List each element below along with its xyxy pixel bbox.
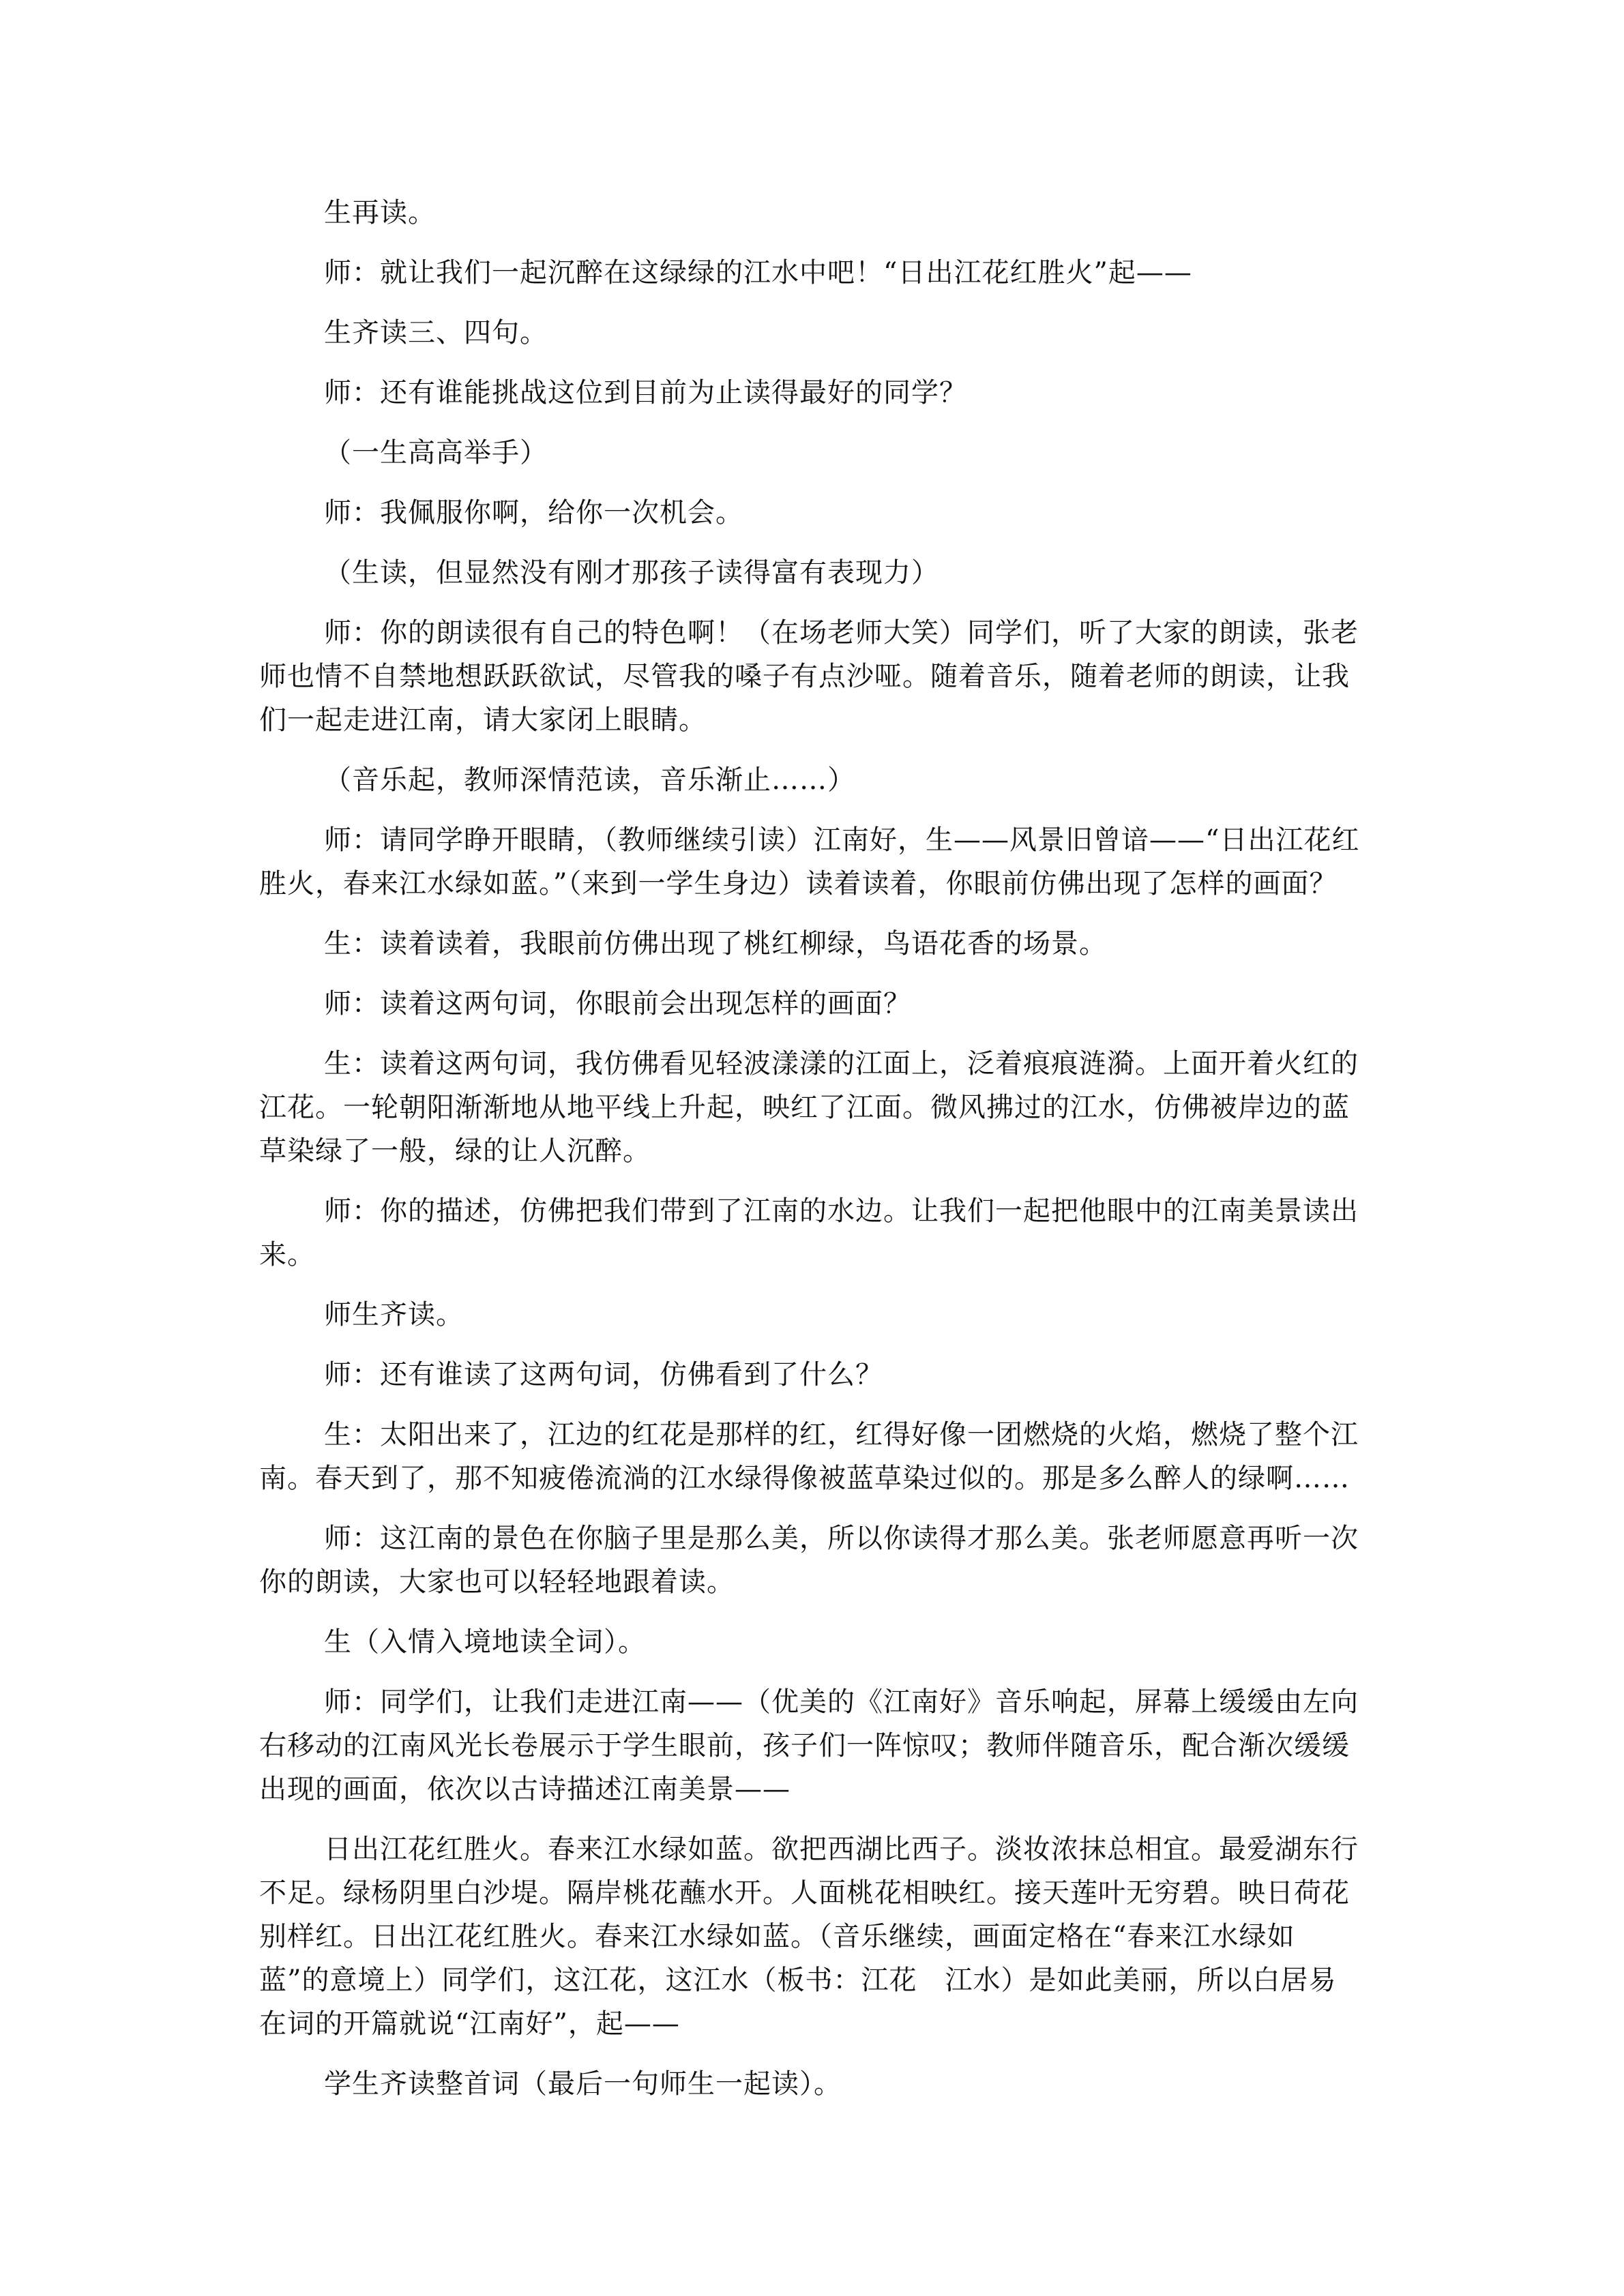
paragraph-4: 师：还有谁能挑战这位到目前为止读得最好的同学？	[324, 377, 967, 408]
paragraph-16: 师：还有谁读了这两句词，仿佛看到了什么？	[324, 1359, 883, 1390]
paragraph-19: 生（入情入境地读全词）。	[324, 1626, 646, 1658]
paragraph-10: 师：请同学睁开眼睛，（教师继续引读）江南好，生——风景旧曾谙——“日出江花红胜火，春来江水绿如蓝。”（来到一学生身边）读着读着，你眼前仿佛出现了怎样的画面？	[259, 824, 1360, 899]
paragraph-2: 师：就让我们一起沉醉在这绿绿的江水中吧！“日出江花红胜火”起——	[324, 257, 1192, 288]
paragraph-22: 学生齐读整首词（最后一句师生一起读）。	[324, 2068, 842, 2100]
paragraph-12: 师：读着这两句词，你眼前会出现怎样的画面？	[324, 988, 911, 1019]
paragraph-5: （一生高高举手）	[324, 437, 548, 468]
paragraph-9: （音乐起，教师深情范读，音乐渐止……）	[324, 764, 855, 796]
paragraph-11: 生：读着读着，我眼前仿佛出现了桃红柳绿，鸟语花香的场景。	[324, 928, 1107, 959]
paragraph-13: 生：读着这两句词，我仿佛看见轻波漾漾的江面上，泛着痕痕涟漪。上面开着火红的江花。一轮朝阳渐渐地从地平线上升起，映红了江面。微风拂过的江水，仿佛被岸边的蓝草染绿了一般，绿的让人沉醉。	[259, 1048, 1359, 1167]
paragraph-7: （生读，但显然没有刚才那孩子读得富有表现力）	[324, 557, 939, 588]
paragraph-14: 师：你的描述，仿佛把我们带到了江南的水边。让我们一起把他眼中的江南美景读出来。	[259, 1195, 1359, 1270]
paragraph-6: 师：我佩服你啊，给你一次机会。	[324, 497, 743, 528]
paragraph-17: 生：太阳出来了，江边的红花是那样的红，红得好像一团燃烧的火焰，燃烧了整个江南。春天到了，那不知疲倦流淌的江水绿得像被蓝草染过似的。那是多么醉人的绿啊……	[259, 1419, 1359, 1494]
paragraph-3: 生齐读三、四句。	[324, 317, 548, 348]
paragraph-15: 师生齐读。	[324, 1299, 464, 1330]
paragraph-20: 师：同学们，让我们走进江南——（优美的《江南好》音乐响起，屏幕上缓缓由左向右移动的江南风光长卷展示于学生眼前，孩子们一阵惊叹；教师伴随音乐，配合渐次缓缓出现的画面，依次以古诗描述江南美景——	[259, 1686, 1359, 1805]
paragraph-1: 生再读。	[324, 197, 436, 228]
paragraph-8: 师：你的朗读很有自己的特色啊！（在场老师大笑）同学们，听了大家的朗读，张老师也情不自禁地想跃跃欲试，尽管我的嗓子有点沙哑。随着音乐，随着老师的朗读，让我们一起走进江南，请大家闭上眼睛。	[259, 617, 1359, 736]
paragraph-21: 日出江花红胜火。春来江水绿如蓝。欲把西湖比西子。淡妆浓抹总相宜。最爱湖东行不足。绿杨阴里白沙堤。隔岸桃花蘸水开。人面桃花相映红。接天莲叶无穷碧。映日荷花别样红。日出江花红胜火。春来江水绿如蓝。（音乐继续，画面定格在“春来江水绿如蓝”的意境上）同学们，这江花，这江水（板书：江花 江水）是如此美丽，所以白居易在词的开篇就说“江南好”，起——	[259, 1834, 1359, 2040]
paragraph-18: 师：这江南的景色在你脑子里是那么美，所以你读得才那么美。张老师愿意再听一次你的朗读，大家也可以轻轻地跟着读。	[259, 1523, 1359, 1598]
document-page	[259, 191, 1364, 2106]
